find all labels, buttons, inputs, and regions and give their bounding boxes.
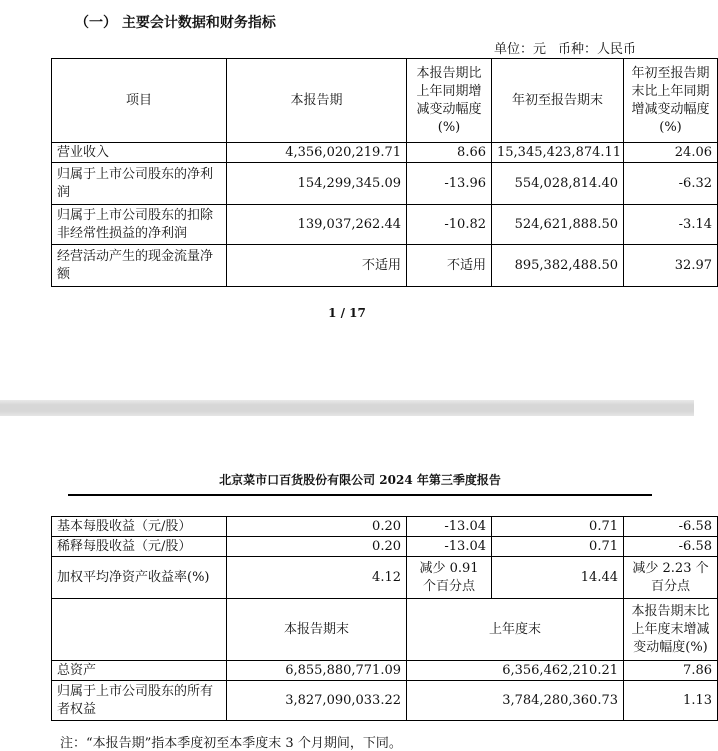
header-cell: 本报告期比上年同期增减变动幅度(%) <box>407 59 492 143</box>
cell-value: 0.20 <box>227 537 407 557</box>
cell-value: -6.58 <box>624 537 718 557</box>
row-label: 经营活动产生的现金流量净额 <box>52 245 227 287</box>
table-header-row <box>52 59 718 143</box>
cell-value: 3,784,280,360.73 <box>407 681 624 721</box>
cell-value: -13.04 <box>407 517 492 537</box>
cell-value: 24.06 <box>624 143 718 163</box>
cell-value: 4,356,020,219.71 <box>227 143 407 163</box>
header-cell: 本报告期末 <box>227 599 407 661</box>
document-title: 北京菜市口百货股份有限公司 2024 年第三季度报告 <box>68 471 652 496</box>
section-heading: （一） 主要会计数据和财务指标 <box>75 15 276 31</box>
table-row <box>52 537 718 557</box>
table-row <box>52 163 718 205</box>
cell-value: 不适用 <box>407 245 492 287</box>
header-cell: 本报告期 <box>227 59 407 143</box>
cell-value: 554,028,814.40 <box>492 163 624 205</box>
header-cell: 上年度末 <box>407 599 624 661</box>
cell-value: -13.04 <box>407 537 492 557</box>
cell-value: 4.12 <box>227 557 407 599</box>
row-label: 归属于上市公司股东的净利润 <box>52 163 227 205</box>
footnote: 注：“本报告期”指本季度初至本季度末 3 个月期间，下同。 <box>60 736 402 751</box>
cell-value: 139,037,262.44 <box>227 205 407 245</box>
table-row <box>52 245 718 287</box>
cell-value: 0.20 <box>227 517 407 537</box>
cell-value: 7.86 <box>624 661 718 681</box>
table-row <box>52 143 718 163</box>
cell-value: -10.82 <box>407 205 492 245</box>
cell-value: -3.14 <box>624 205 718 245</box>
cell-value: 3,827,090,033.22 <box>227 681 407 721</box>
table-subheader-row <box>52 599 718 661</box>
row-label: 总资产 <box>52 661 227 681</box>
unit-label: 单位：元 <box>494 42 547 57</box>
cell-value: 15,345,423,874.11 <box>492 143 624 163</box>
cell-value: 524,621,888.50 <box>492 205 624 245</box>
empty-cell <box>52 599 227 661</box>
cell-value: -6.32 <box>624 163 718 205</box>
cell-value: 减少 2.23 个百分点 <box>624 557 718 599</box>
table-row <box>52 557 718 599</box>
cell-value: -13.96 <box>407 163 492 205</box>
row-label: 加权平均净资产收益率(%) <box>52 557 227 599</box>
row-label: 稀释每股收益（元/股） <box>52 537 227 557</box>
currency-label: 币种：人民币 <box>558 42 637 57</box>
row-label: 归属于上市公司股东的扣除非经常性损益的净利润 <box>52 205 227 245</box>
cell-value: 8.66 <box>407 143 492 163</box>
header-cell: 年初至报告期末比上年同期增减变动幅度(%) <box>624 59 718 143</box>
row-label: 基本每股收益（元/股） <box>52 517 227 537</box>
cell-value: 0.71 <box>492 537 624 557</box>
cell-value: 不适用 <box>227 245 407 287</box>
cell-value: 1.13 <box>624 681 718 721</box>
header-cell: 年初至报告期末 <box>492 59 624 143</box>
table-row <box>52 205 718 245</box>
cell-value: 6,855,880,771.09 <box>227 661 407 681</box>
table-row <box>52 661 718 681</box>
cell-value: 6,356,462,210.21 <box>407 661 624 681</box>
cell-value: 0.71 <box>492 517 624 537</box>
table-row <box>52 517 718 537</box>
cell-value: 减少 0.91 个百分点 <box>407 557 492 599</box>
header-cell: 本报告期末比上年度末增减变动幅度(%) <box>624 599 718 661</box>
row-label: 营业收入 <box>52 143 227 163</box>
table-row <box>52 681 718 721</box>
page-separator <box>0 400 694 416</box>
page-number: 1 / 17 <box>328 306 366 320</box>
row-label: 归属于上市公司股东的所有者权益 <box>52 681 227 721</box>
unit-line <box>494 38 636 57</box>
cell-value: -6.58 <box>624 517 718 537</box>
cell-value: 154,299,345.09 <box>227 163 407 205</box>
per-share-indicators-table <box>51 516 718 721</box>
cell-value: 14.44 <box>492 557 624 599</box>
cell-value: 32.97 <box>624 245 718 287</box>
financial-indicators-table <box>51 58 718 287</box>
cell-value: 895,382,488.50 <box>492 245 624 287</box>
header-cell: 项目 <box>52 59 227 143</box>
